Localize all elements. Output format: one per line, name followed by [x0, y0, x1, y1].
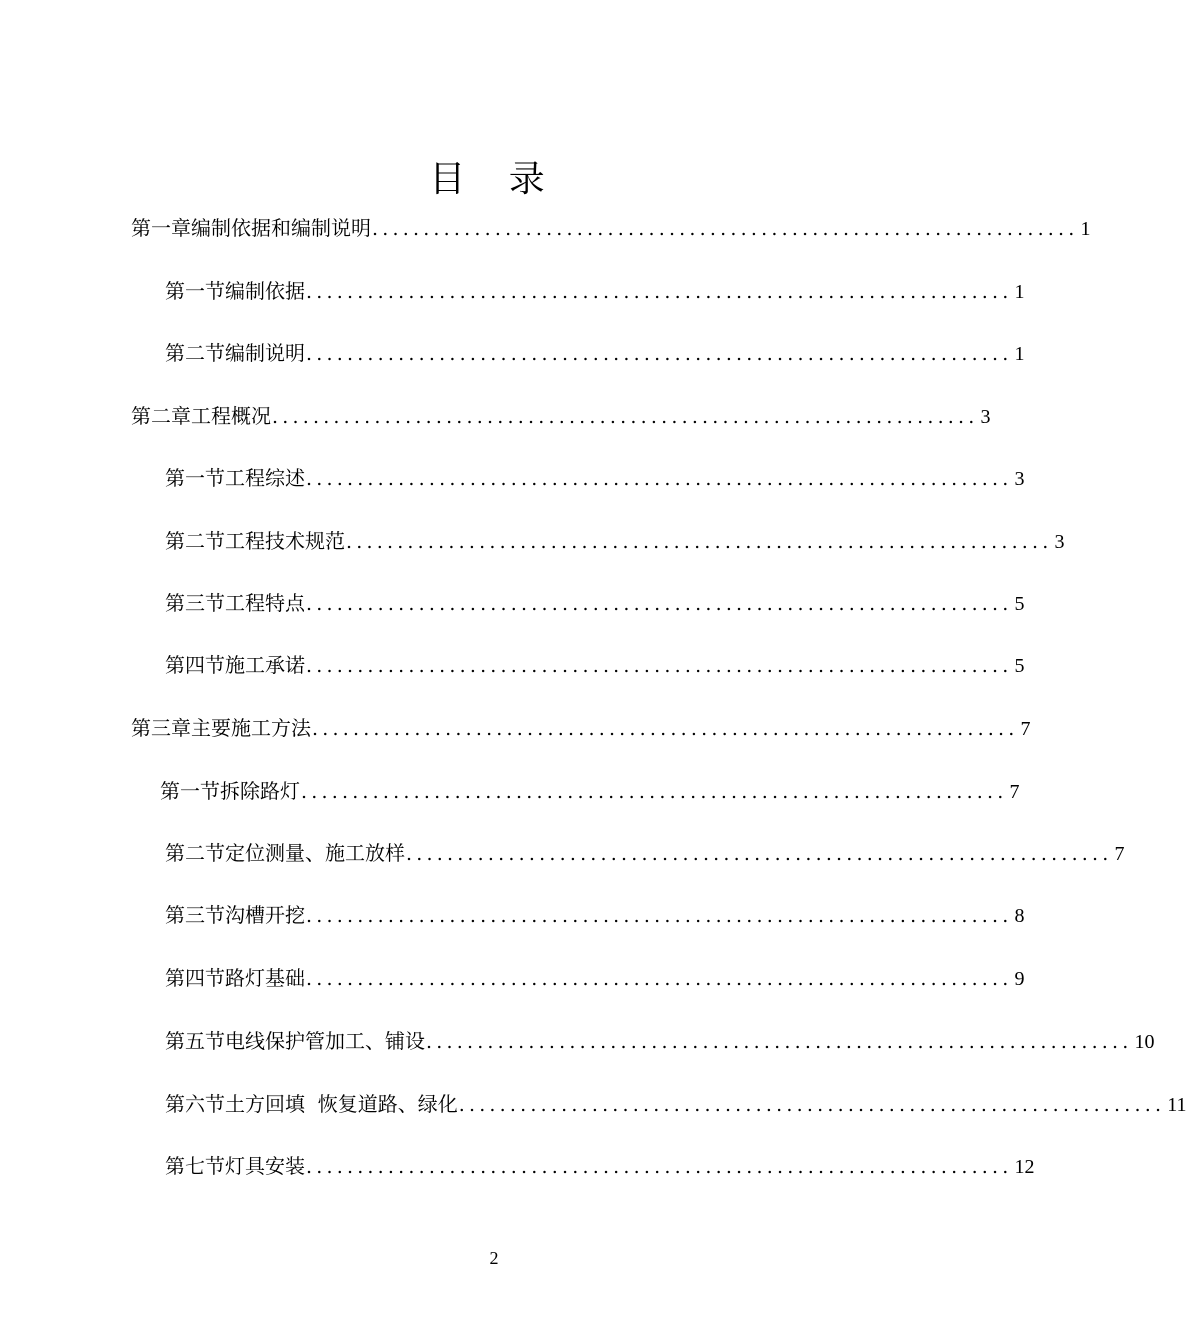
- toc-entry-page: 7: [1020, 718, 1031, 740]
- toc-entry-page: 1: [1080, 218, 1091, 240]
- toc-entry-text: 拆除路灯: [220, 779, 300, 803]
- toc-entry-page: 3: [980, 406, 991, 428]
- toc-entry-page: 3: [1014, 468, 1025, 490]
- toc-entry-text: 电线保护管加工、铺设: [225, 1029, 425, 1053]
- toc-entry-page: 7: [1009, 781, 1020, 803]
- toc-entry-text: 主要施工方法: [191, 716, 311, 740]
- toc-entry-page: 5: [1014, 655, 1025, 677]
- toc-entry[interactable]: [165, 463, 1025, 493]
- toc-entry-number: 第一节: [160, 779, 220, 803]
- toc-entry-page: 9: [1014, 968, 1025, 990]
- toc-entry-text: 编制依据和编制说明: [191, 216, 371, 240]
- dot-leader: .....................................................................: [372, 218, 1079, 240]
- toc-entry-text: 工程综述: [225, 466, 305, 490]
- toc-entry[interactable]: [165, 526, 1065, 556]
- toc-entry-text: 定位测量、施工放样: [225, 841, 405, 865]
- dot-leader: .....................................................................: [346, 531, 1053, 553]
- toc-entry-number: 第二章: [131, 404, 191, 428]
- toc-entry[interactable]: [165, 1089, 1187, 1119]
- toc-entry-page: 1: [1014, 343, 1025, 365]
- dot-leader: .....................................................................: [306, 343, 1013, 365]
- dot-leader: .....................................................................: [458, 1094, 1166, 1116]
- toc-entry[interactable]: [165, 338, 1025, 368]
- toc-entry[interactable]: [165, 276, 1025, 306]
- toc-entry-page: 3: [1054, 531, 1065, 553]
- toc-entry-number: 第一节: [165, 279, 225, 303]
- toc-entry[interactable]: [131, 401, 991, 431]
- dot-leader: .....................................................................: [306, 968, 1013, 990]
- toc-entry[interactable]: [160, 776, 1020, 806]
- toc-entry-number: 第六节: [165, 1092, 225, 1116]
- toc-title: 目 录: [429, 159, 561, 200]
- toc-entry-page: 12: [1014, 1156, 1035, 1178]
- toc-entry-number: 第二节: [165, 841, 225, 865]
- dot-leader: .....................................................................: [301, 781, 1008, 803]
- page-number: 2: [489, 1248, 499, 1268]
- toc-entry-page: 5: [1014, 593, 1025, 615]
- toc-entry-text: 灯具安装: [225, 1154, 305, 1178]
- toc-entry[interactable]: [165, 1151, 1035, 1181]
- toc-entry[interactable]: [165, 838, 1125, 868]
- dot-leader: .....................................................................: [306, 468, 1013, 490]
- toc-entry[interactable]: [165, 963, 1025, 993]
- toc-entry-page: 8: [1014, 905, 1025, 927]
- dot-leader: .....................................................................: [306, 1156, 1013, 1178]
- toc-entry-number: 第七节: [165, 1154, 225, 1178]
- toc-entry-number: 第二节: [165, 529, 225, 553]
- toc-entry-text: 工程技术规范: [225, 529, 345, 553]
- toc-entry-number: 第三节: [165, 591, 225, 615]
- toc-entry[interactable]: [165, 588, 1025, 618]
- dot-leader: .....................................................................: [272, 406, 979, 428]
- toc-entry-page: 1: [1014, 281, 1025, 303]
- toc-entry[interactable]: [165, 900, 1025, 930]
- dot-leader: .....................................................................: [406, 843, 1113, 865]
- toc-entry-text: 编制说明: [225, 341, 305, 365]
- toc-entry-number: 第四节: [165, 653, 225, 677]
- toc-entry-text: 路灯基础: [225, 966, 305, 990]
- toc-entry-text: 工程特点: [225, 591, 305, 615]
- toc-entry-text: 沟槽开挖: [225, 903, 305, 927]
- toc-entry[interactable]: [131, 213, 1091, 243]
- toc-entry-text: 工程概况: [191, 404, 271, 428]
- toc-entry-page: 11: [1167, 1094, 1187, 1116]
- toc-entry[interactable]: [131, 713, 1031, 743]
- dot-leader: .....................................................................: [306, 281, 1013, 303]
- toc-entry-text: 编制依据: [225, 279, 305, 303]
- dot-leader: .....................................................................: [306, 905, 1013, 927]
- toc-entry-number: 第三章: [131, 716, 191, 740]
- toc-entry[interactable]: [165, 650, 1025, 680]
- toc-entry-number: 第五节: [165, 1029, 225, 1053]
- dot-leader: .....................................................................: [306, 593, 1013, 615]
- toc-entry-text: 施工承诺: [225, 653, 305, 677]
- toc-entry-number: 第一章: [131, 216, 191, 240]
- toc-entry-text: 土方回填 恢复道路、绿化: [225, 1092, 458, 1116]
- toc-entry-number: 第一节: [165, 466, 225, 490]
- toc-entry[interactable]: [165, 1026, 1155, 1056]
- dot-leader: .....................................................................: [306, 655, 1013, 677]
- toc-entry-number: 第三节: [165, 903, 225, 927]
- toc-entry-number: 第四节: [165, 966, 225, 990]
- dot-leader: .....................................................................: [312, 718, 1019, 740]
- toc-entry-number: 第二节: [165, 341, 225, 365]
- dot-leader: .....................................................................: [426, 1031, 1133, 1053]
- toc-entry-page: 10: [1134, 1031, 1155, 1053]
- toc-entry-page: 7: [1114, 843, 1125, 865]
